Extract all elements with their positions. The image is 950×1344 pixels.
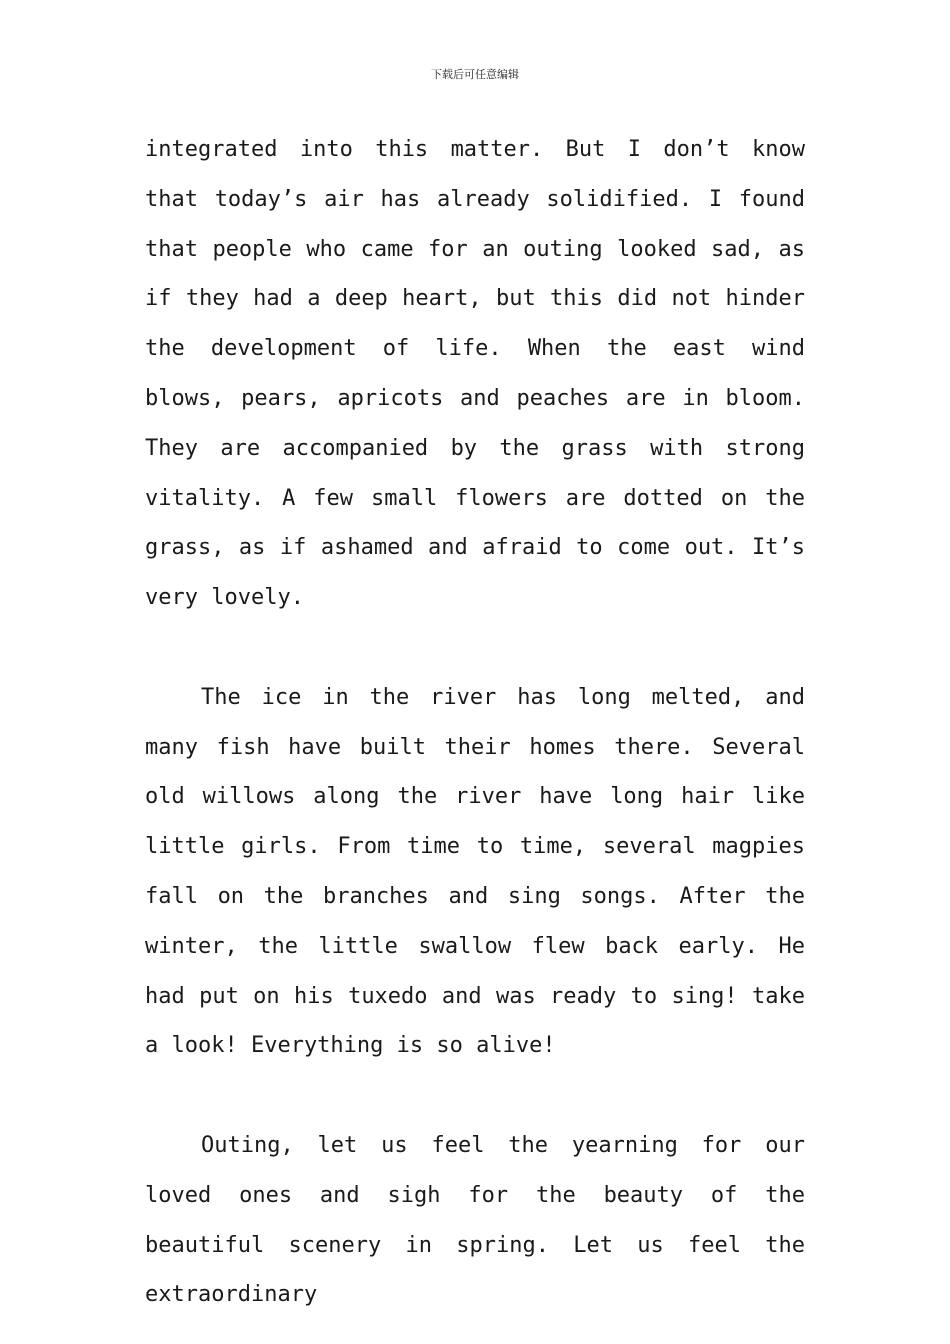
paragraph-gap bbox=[145, 1071, 805, 1121]
paragraph-2: The ice in the river has long melted, and many fish have built their homes there. Several old willows along the river have long hair like little girls. From time to time, several magpies fall on the branches and sing songs. After the winter, the little swallow flew back early. He had put on his tuxedo and was ready to sing! take a look! Everything is so alive! bbox=[145, 684, 805, 1059]
paragraph-gap bbox=[145, 623, 805, 673]
paragraph-3: Outing, let us feel the yearning for our loved ones and sigh for the beauty of the beautiful scenery in spring. Let us feel the extraordinary bbox=[145, 1132, 805, 1308]
header-note: 下载后可任意编辑 bbox=[431, 68, 519, 81]
document-body bbox=[145, 125, 805, 1320]
paragraph-1: integrated into this matter. But I don’t know that today’s air has already solidified. I found that people who came for an outing looked sad, as if they had a deep heart, but this did not hinder the development of life. When the east wind blows, pears, apricots and peaches are in bloom. They are accompanied by the grass with strong vitality. A few small flowers are dotted on the grass, as if ashamed and afraid to come out. It’s very lovely. bbox=[145, 137, 805, 611]
